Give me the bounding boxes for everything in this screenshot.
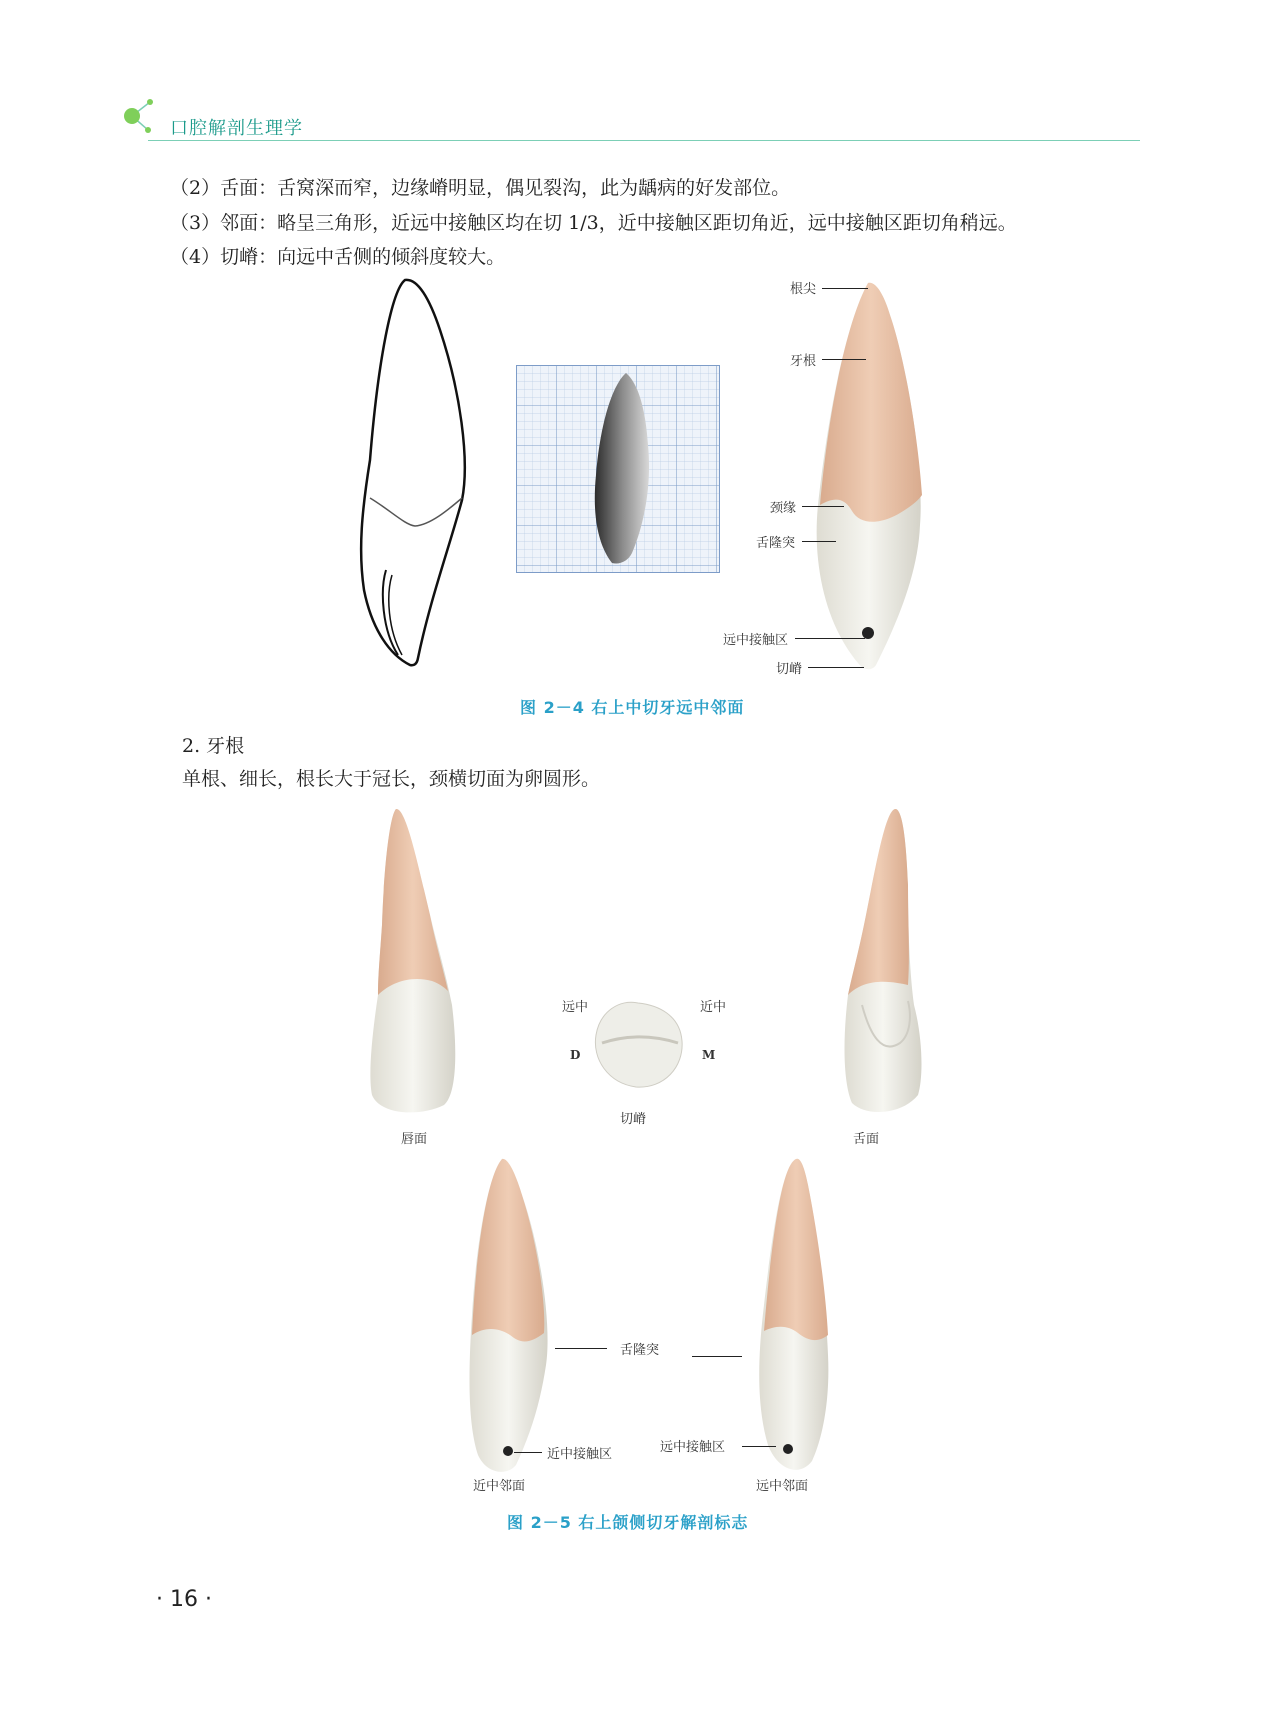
label-distal-surface: 远中邻面 (756, 1479, 809, 1494)
label-mesial: 近中 (700, 1000, 727, 1015)
label-cervical-line: 颈缘 (770, 501, 797, 516)
label-incisal-ridge: 切嵴 (776, 662, 803, 677)
label-m: M (702, 1048, 716, 1062)
tooth-labial-view-illustration (360, 805, 470, 1125)
leader-distal-contact (795, 638, 865, 639)
tooth-mesial-surface-illustration (450, 1155, 560, 1485)
label-lingual: 舌面 (853, 1132, 880, 1147)
tooth-incisal-view-illustration (586, 995, 692, 1095)
tooth-grid-photo (516, 365, 720, 573)
label-distal: 远中 (562, 1000, 589, 1015)
leader-mesial-contact (514, 1452, 542, 1453)
label-distal-contact: 远中接触区 (660, 1440, 726, 1455)
section-heading-root: 2. 牙根 (182, 735, 245, 757)
label-labial: 唇面 (401, 1132, 428, 1147)
tooth-lingual-view-illustration (822, 805, 932, 1125)
label-cingulum: 舌隆突 (756, 536, 796, 551)
label-distal-contact: 远中接触区 (723, 633, 789, 648)
label-cingulum: 舌隆突 (620, 1343, 660, 1358)
label-d: D (570, 1048, 581, 1062)
book-title: 口腔解剖生理学 (170, 118, 303, 139)
leader-cervical-line (802, 506, 844, 507)
leader-cingulum (802, 541, 836, 542)
figure-2-4-caption: 图 2－4 右上中切牙远中邻面 (520, 698, 745, 717)
leader-incisal-ridge (808, 667, 864, 668)
label-root: 牙根 (790, 354, 817, 369)
label-mesial-surface: 近中邻面 (473, 1479, 526, 1494)
figure-2-5-caption: 图 2－5 右上颌侧切牙解剖标志 (507, 1513, 749, 1532)
leader-cingulum-right (692, 1356, 742, 1357)
header-logo-icon (122, 96, 158, 138)
label-apex: 根尖 (790, 282, 817, 297)
tooth-distal-surface-illustration (738, 1155, 848, 1485)
header-divider (148, 140, 1140, 141)
leader-distal-contact (742, 1446, 776, 1447)
leader-apex (822, 288, 868, 289)
tooth-distal-view-illustration (800, 275, 940, 675)
label-incisal: 切嵴 (620, 1112, 647, 1127)
label-mesial-contact: 近中接触区 (547, 1447, 613, 1462)
paragraph-lingual: （2）舌面：舌窝深而窄，边缘嵴明显，偶见裂沟，此为龋病的好发部位。 (170, 177, 791, 199)
tooth-outline-drawing (350, 270, 480, 670)
paragraph-incisal-ridge: （4）切嵴：向远中舌侧的倾斜度较大。 (170, 246, 506, 268)
leader-cingulum-left (555, 1348, 607, 1349)
paragraph-proximal: （3）邻面：略呈三角形，近远中接触区均在切 1/3，近中接触区距切角近，远中接触区距切角稍远。 (170, 212, 1017, 234)
page-number: · 16 · (156, 1587, 212, 1612)
paragraph-root: 单根、细长，根长大于冠长，颈横切面为卵圆形。 (182, 768, 601, 790)
leader-root (822, 359, 866, 360)
